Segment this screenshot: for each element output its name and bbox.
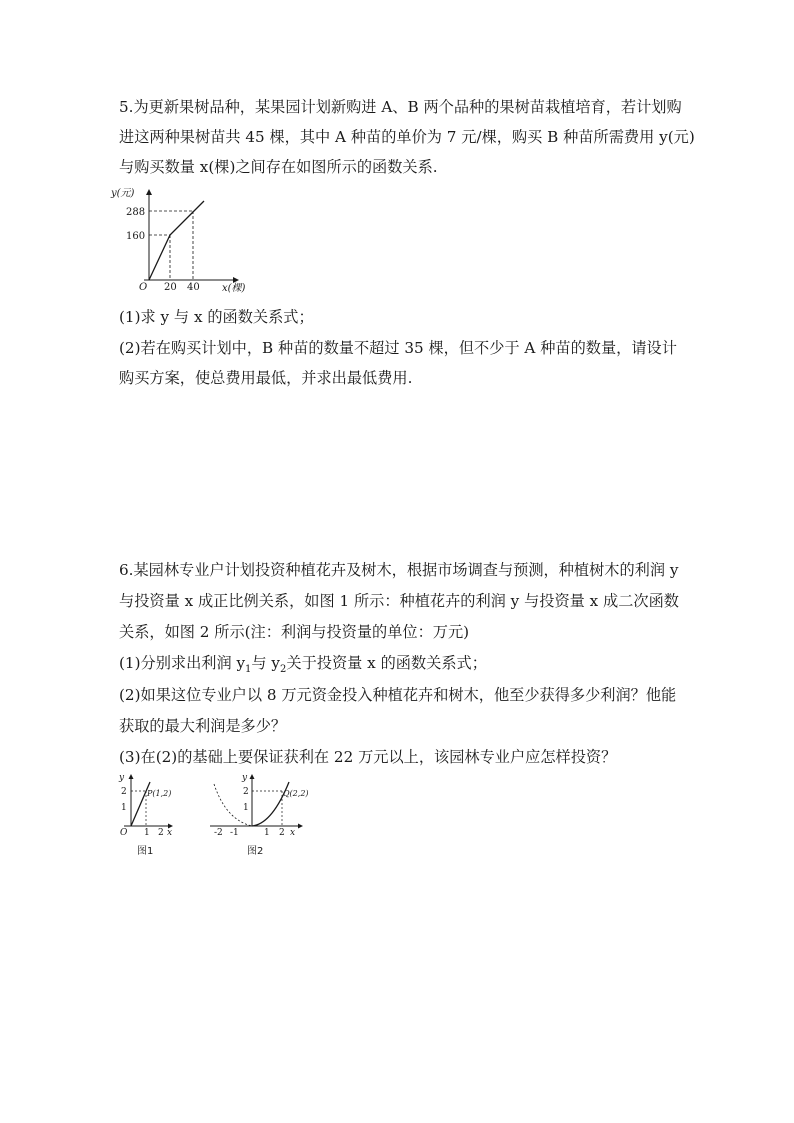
problem6-line1: 6.某园林专业户计划投资种植花卉及树木，根据市场调查与预测，种植树木的利润 y (119, 561, 679, 579)
problem6-line2: 与投资量 x 成正比例关系，如图 1 所示：种植花卉的利润 y 与投资量 x 成二次函数 (119, 592, 679, 610)
problem6-question2-line1: (2)如果这位专业户以 8 万元资金投入种植花卉和树木，他至少获得多少利润？他能 (119, 686, 677, 704)
problem6-line3: 关系，如图 2 所示(注：利润与投资量的单位：万元) (119, 623, 470, 641)
x-label: x (167, 828, 173, 838)
figure1-caption: 图1 (137, 846, 154, 857)
origin-label: O (120, 828, 128, 838)
origin-label: O (139, 282, 148, 293)
x-tick-2: 2 (279, 828, 285, 838)
x-tick-neg1: -1 (230, 828, 239, 838)
y-tick-160: 160 (126, 231, 146, 242)
problem6-figure1 (114, 772, 182, 838)
problem5-question2-line2: 购买方案，使总费用最低，并求出最低费用. (119, 369, 413, 387)
problem5-line1: 5.为更新果树品种，某果园计划新购进 A、B 两个品种的果树苗栽植培育，若计划购 (119, 98, 682, 116)
x-tick-neg2: -2 (214, 828, 223, 838)
x-tick-1: 1 (144, 828, 150, 838)
point-q-label: Q(2,2) (283, 789, 309, 798)
x-axis-label: x(棵) (222, 283, 246, 294)
y-tick-1: 1 (243, 803, 249, 813)
y-label: y (119, 773, 125, 783)
y-tick-288: 288 (126, 207, 146, 218)
x-tick-1: 1 (264, 828, 270, 838)
problem6-figure2 (206, 772, 310, 838)
y-tick-1: 1 (121, 803, 127, 813)
y-tick-2: 2 (243, 787, 249, 797)
problem5-line2: 进这两种果树苗共 45 棵，其中 A 种苗的单价为 7 元/棵，购买 B 种苗所需费用 y(元) (119, 128, 695, 146)
x-tick-40: 40 (187, 282, 200, 293)
problem5-graph (108, 184, 248, 294)
y-tick-2: 2 (121, 787, 127, 797)
problem5-question2-line1: (2)若在购买计划中，B 种苗的数量不超过 35 棵，但不少于 A 种苗的数量，请设计 (119, 339, 677, 357)
problem6-question2-line2: 获取的最大利润是多少？ (119, 717, 287, 735)
x-tick-20: 20 (164, 282, 177, 293)
problem6-question3: (3)在(2)的基础上要保证获利在 22 万元以上，该园林专业户应怎样投资？ (119, 748, 617, 766)
problem6-question1: (1)分别求出利润 $y_1$与 $y_2$关于投资量 x 的函数关系式； (119, 654, 487, 676)
point-p-label: P(1,2) (147, 789, 172, 798)
x-tick-2: 2 (158, 828, 164, 838)
y-axis-label: y(元) (111, 188, 135, 199)
problem5-line3: 与购买数量 x(棵)之间存在如图所示的函数关系. (119, 158, 438, 176)
figure2-caption: 图2 (247, 846, 264, 857)
x-label: x (290, 828, 296, 838)
function-line (149, 201, 204, 280)
y-label: y (242, 773, 248, 783)
problem5-question1: (1)求 y 与 x 的函数关系式； (119, 308, 314, 326)
